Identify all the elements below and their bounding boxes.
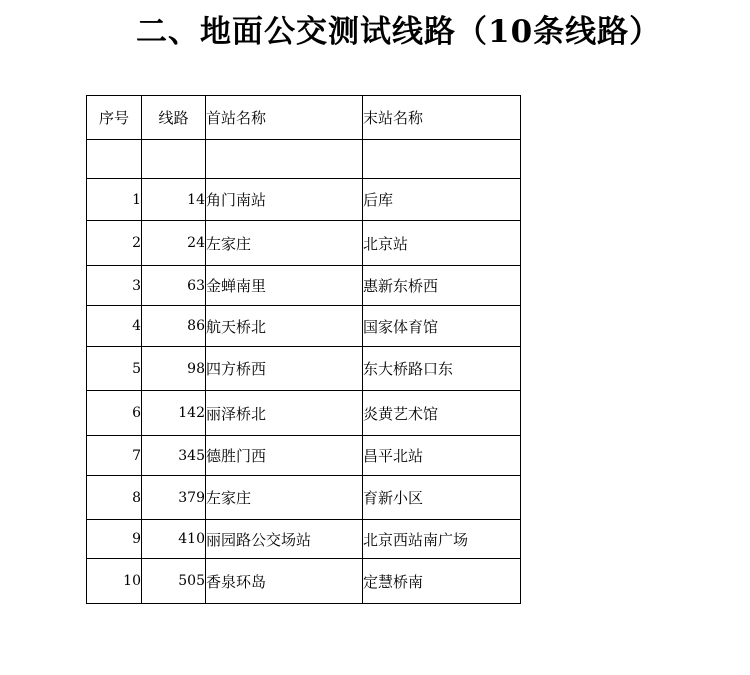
cell-last-stop: 定慧桥南 <box>363 559 521 604</box>
cell-first-stop: 金蝉南里 <box>206 266 363 306</box>
cell-last-stop: 东大桥路口东 <box>363 347 521 391</box>
cell-line: 24 <box>142 221 206 266</box>
cell-line: 379 <box>142 476 206 520</box>
cell-line: 142 <box>142 391 206 436</box>
table-row <box>87 559 521 604</box>
cell-last-stop: 炎黄艺术馆 <box>363 391 521 436</box>
cell-first-stop: 丽泽桥北 <box>206 391 363 436</box>
cell-last-stop: 后库 <box>363 179 521 221</box>
cell-last-stop: 惠新东桥西 <box>363 266 521 306</box>
table-row <box>87 347 521 391</box>
heading-suffix: 条线路） <box>533 14 662 50</box>
header-first-stop: 首站名称 <box>206 96 363 140</box>
cell-first-stop: 航天桥北 <box>206 306 363 347</box>
empty-cell <box>363 140 521 179</box>
heading-count: 10 <box>488 14 534 50</box>
header-index: 序号 <box>87 96 142 140</box>
bus-route-table <box>86 95 521 604</box>
cell-index: 1 <box>87 179 142 221</box>
cell-line: 86 <box>142 306 206 347</box>
cell-index: 5 <box>87 347 142 391</box>
cell-index: 4 <box>87 306 142 347</box>
cell-first-stop: 角门南站 <box>206 179 363 221</box>
table-row <box>87 306 521 347</box>
table-row <box>87 520 521 559</box>
cell-last-stop: 国家体育馆 <box>363 306 521 347</box>
table-row <box>87 221 521 266</box>
cell-line: 410 <box>142 520 206 559</box>
cell-first-stop: 左家庄 <box>206 476 363 520</box>
cell-last-stop: 北京西站南广场 <box>363 520 521 559</box>
section-heading <box>88 12 688 52</box>
cell-first-stop: 四方桥西 <box>206 347 363 391</box>
cell-index: 10 <box>87 559 142 604</box>
table-row <box>87 436 521 476</box>
table-row <box>87 266 521 306</box>
cell-index: 3 <box>87 266 142 306</box>
header-line: 线路 <box>142 96 206 140</box>
empty-cell <box>87 140 142 179</box>
cell-last-stop: 昌平北站 <box>363 436 521 476</box>
cell-first-stop: 香泉环岛 <box>206 559 363 604</box>
cell-index: 7 <box>87 436 142 476</box>
cell-first-stop: 德胜门西 <box>206 436 363 476</box>
table-row-empty <box>87 140 521 179</box>
cell-index: 8 <box>87 476 142 520</box>
cell-first-stop: 丽园路公交场站 <box>206 520 363 559</box>
cell-index: 2 <box>87 221 142 266</box>
cell-line: 505 <box>142 559 206 604</box>
table-row <box>87 391 521 436</box>
cell-line: 63 <box>142 266 206 306</box>
cell-index: 9 <box>87 520 142 559</box>
empty-cell <box>142 140 206 179</box>
heading-prefix: 二、地面公交测试线路（ <box>136 14 488 50</box>
cell-line: 98 <box>142 347 206 391</box>
table-row <box>87 179 521 221</box>
cell-last-stop: 育新小区 <box>363 476 521 520</box>
cell-index: 6 <box>87 391 142 436</box>
cell-last-stop: 北京站 <box>363 221 521 266</box>
cell-line: 345 <box>142 436 206 476</box>
table-row <box>87 476 521 520</box>
cell-first-stop: 左家庄 <box>206 221 363 266</box>
empty-cell <box>206 140 363 179</box>
cell-line: 14 <box>142 179 206 221</box>
header-last-stop: 末站名称 <box>363 96 521 140</box>
table-header-row <box>87 96 521 140</box>
